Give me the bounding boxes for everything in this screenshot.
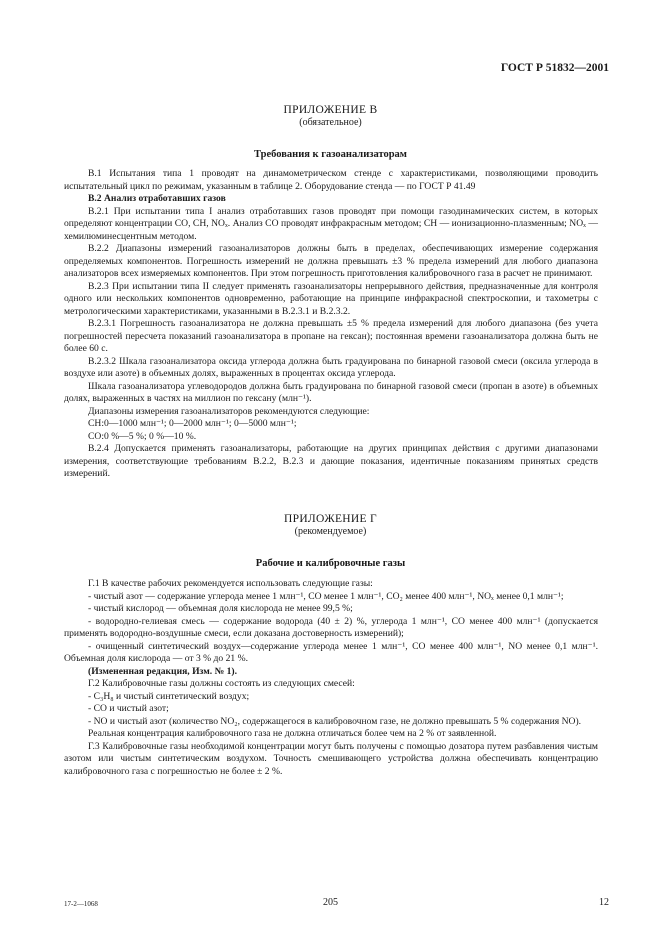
paragraph: CH:0—1000 млн⁻¹; 0—2000 млн⁻¹; 0—5000 млн⁻¹; [88,418,297,429]
sheet-number: 12 [599,897,609,908]
list-item: - CO и чистый азот; [88,703,169,714]
appendix-b-title: ПРИЛОЖЕНИЕ В [283,104,378,116]
list-item: - водородно-гелиевая смесь — содержание водорода (40 ± 2) %, углерода 1 млн⁻¹, CO менее 400 млн⁻¹ (допускается применять водородно-воздушные смеси, если доказана достоверность измерений); [64,615,598,639]
paragraph: Г.3 Калибровочные газы необходимой концентрации могут быть получены с помощью дозатора путем разбавления чистым азотом или чистым синтетическим воздухом. Точность смешивающего устройства должна обеспечивать концентрацию калибровочного газа с погрешностью не более ± 2 %. [64,740,598,777]
standard-header: ГОСТ Р 51832—2001 [500,62,609,74]
paragraph: В.2.2 Диапазоны измерений газоанализаторов должны быть в пределах, обеспечивающих измерение содержания определяемых компонентов. Погрешность измерений не должна превышать ±3 % предела измерений для любого диапазона анализаторов всех измеряемых компонентов. При этом погрешность приготовления калибровочного газа в расчет не принимают. [64,243,598,279]
appendix-g-subtitle: (рекомендуемое) [294,526,367,537]
paragraph: В.2.3.1 Погрешность газоанализатора не должна превышать ±5 % предела измерений для любого диапазона (без учета погрешностей пересчета показаний газоанализатора в пропане на гексан); постоянная времени газоанализатора должна быть не более 60 с. [64,318,598,354]
paragraph: В.2.3.2 Шкала газоанализатора оксида углерода должна быть градуирована по бинарной газовой смеси (оксила углерода в воздухе или азоте) в объемных долях, выраженных в процентах оксида углерода. [64,355,598,379]
paragraph: Диапазоны измерения газоанализаторов рекомендуются следующие: [88,405,370,417]
appendix-g-title: ПРИЛОЖЕНИЕ Г [284,513,377,525]
list-item: - очищенный синтетический воздух—содержание углерода менее 1 млн⁻¹, CO менее 400 млн⁻¹, NO менее 0,1 млн⁻¹. Объемная доля кислорода — от 3 % до 21 %. [64,640,598,664]
paragraph: Г.2 Калибровочные газы должны состоять из следующих смесей: [88,678,355,689]
appendix-b-section-title: Требования к газоанализаторам [254,149,407,160]
appendix-b-subtitle: (обязательное) [299,117,362,128]
amendment-note: (Измененная редакция, Изм. № 1). [88,665,238,677]
paragraph: В.2.1 При испытании типа I анализ отработавших газов проводят при помощи газодинамических систем, в которых определяют концентрации CO, CH, NOₓ. Анализ CO проводят инфракрасным методом; CH — ионизационно-плазменным; NOₓ — хемилюминесцентным методом. [64,205,598,242]
paragraph: Шкала газоанализатора углеводородов должна быть градуирована по бинарной газовой смеси (пропан в азоте) в объемных долях, выраженных в частях на миллион по гексану (млн⁻¹). [64,380,598,404]
print-code: 17-2—1068 [64,900,98,908]
appendix-g-body [64,578,598,778]
paragraph: В.2.3 При испытании типа II следует применять газоанализаторы непрерывного действия, предназначенные для контроля одного или нескольких компонентов одновременно, работающие на принципе инфракрасной спектроскопии, и тахометры с метрологическими характеристиками, указанными в В.2.3.1 и В.2.3.2. [64,280,598,317]
list-item: - C₃H₈ и чистый синтетический воздух; [88,690,250,702]
paragraph: Г.1 В качестве рабочих рекомендуется использовать следующие газы: [88,578,373,589]
paragraph: Реальная концентрация калибровочного газа не должна отличаться более чем на 2 % от заявленной. [88,728,497,739]
appendix-b-body [64,168,598,481]
paragraph: В.2.4 Допускается применять газоанализаторы, работающие на других принципах действия с другими диапазонами измерения, соответствующие требованиям В.2.2, В.2.3 и дающие показания, идентичные показаниям принятых средств измерений. [64,443,598,479]
paragraph-heading: В.2 Анализ отработавших газов [88,193,226,204]
list-item: - чистый кислород — объемная доля кислорода не менее 99,5 %; [88,603,353,614]
list-item: - чистый азот — содержание углерода менее 1 млн⁻¹, CO менее 1 млн⁻¹, CO₂ менее 400 млн⁻¹, NOₓ менее 0,1 млн⁻¹; [88,590,564,602]
paragraph: В.1 Испытания типа 1 проводят на динамометрическом стенде с характеристиками, позволяющими проводить испытательный цикл по режимам, указанным в таблице 2. Оборудование стенда — по ГОСТ Р 41.49 [64,168,598,192]
appendix-g-section-title: Рабочие и калибровочные газы [255,558,406,569]
page-number: 205 [323,897,338,908]
paragraph: CO:0 %—5 %; 0 %—10 %. [88,430,197,442]
list-item: - NO и чистый азот (количество NO₂, содержащегося в калибровочном газе, не должно превышать 5 % содержания NO). [88,715,582,727]
